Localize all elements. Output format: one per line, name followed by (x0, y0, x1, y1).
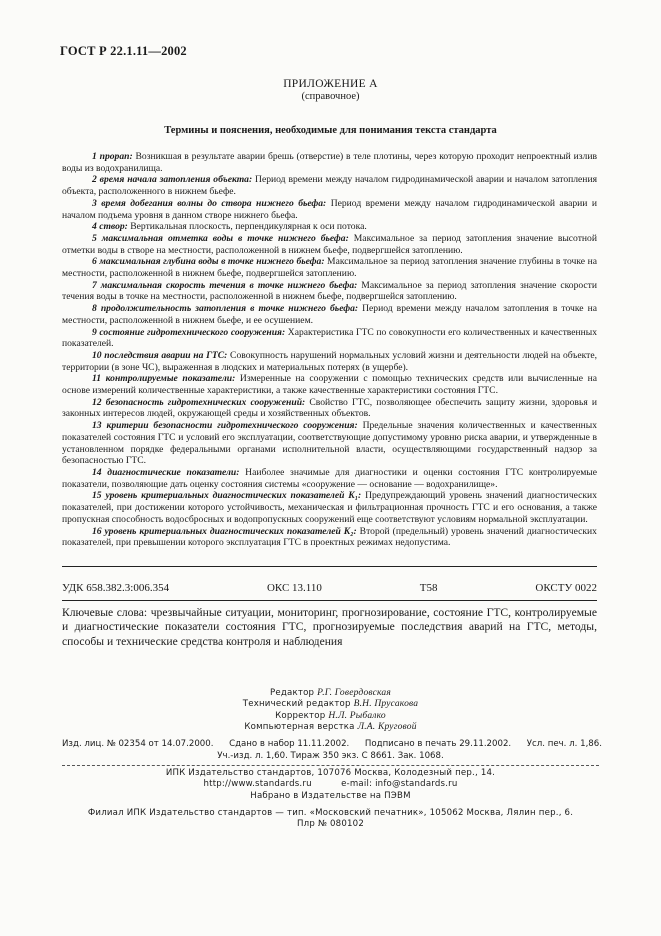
term-name: 1 прораn: (92, 151, 133, 162)
keywords: Ключевые слова: чрезвычайные ситуации, мониторинг, прогнозирование, состояние ГТС, контролируемые и диагностические показатели состояния ГТС, прогнозируемые последствия аварий на ГТС, методы, способы и технические средства контроля и наблюдения (62, 606, 597, 648)
term-name: 11 контролируемые показатели: (92, 373, 236, 385)
term-entry (62, 397, 597, 420)
term-entry (62, 350, 597, 373)
publisher-line: Филиал ИПК Издательство стандартов — тип. «Московский печатник», 105062 Москва, Лялин пер., 6. (87, 807, 574, 818)
credit-role: Технический редактор (242, 699, 354, 710)
term-name: 6 максимальная глубина воды в точке нижнего бьефа: (92, 256, 325, 268)
term-name: 3 время добегания волны до створа нижнего бьефа: (92, 197, 327, 209)
credit-name: Н.Л. Рыбалко (328, 710, 386, 721)
term-name: 14 диагностические показатели: (92, 466, 240, 478)
appendix-heading: Термины и пояснения, необходимые для понимания текста стандарта (164, 125, 497, 136)
standard-number: ГОСТ Р 22.1.11—2002 (60, 44, 187, 58)
print-info-line2: Уч.-изд. л. 1,60. Тираж 350 экз. С 8661. Зак. 1068. (217, 751, 444, 761)
credit-line (0, 711, 661, 722)
term-name: 10 последствия аварии на ГТС: (92, 349, 228, 361)
term-entry (62, 174, 597, 197)
term-definition: Вертикальная плоскость, перпендикулярная к оси потока. (127, 221, 367, 233)
classification-divider (62, 600, 597, 601)
publisher-block (0, 768, 661, 830)
publisher-line: Набрано в Издательстве на ПЭВМ (250, 790, 411, 801)
credit-line (0, 722, 661, 733)
term-definition: Период времени между началом затопления в точке на местности, расположенной в нижнем бьефе, и ее осушением. (62, 303, 597, 326)
term-definition: Измеренные на сооружении с помощью технических средств или вычисленные на основе измерений количественные характеристики, а также качественные характеристики состояния ГТС. (62, 373, 597, 397)
term-definition: Максимальное за период затопления значение скорости течения воды в точке на местности, расположенной в нижнем бьефе, подвергшейся затоплению. (62, 279, 597, 303)
term-entry (62, 233, 597, 256)
term-name: 4 створ: (92, 221, 128, 233)
term-entry (62, 198, 597, 221)
term-entry (62, 256, 597, 279)
publisher-line: ИПК Издательство стандартов, 107076 Москва, Колодезный пер., 14. (165, 768, 496, 778)
classification-row (62, 582, 597, 594)
dashed-divider (62, 765, 599, 766)
credits-block (0, 688, 661, 734)
term-entry (62, 221, 597, 233)
appendix-title: ПРИЛОЖЕНИЕ А (283, 78, 378, 90)
udk-code: УДК 658.382.3:006.354 (62, 582, 170, 594)
publisher-line: http://www.standards.ru e-mail: info@standards.ru (203, 779, 458, 790)
term-definition: Период времени между началом гидродинамической аварии и началом затопления объекта, расположенного в нижнем бьефе. (62, 174, 597, 198)
print-info-row (62, 739, 602, 749)
term-name: 16 уровень критериальных диагностических показателей K₂: (92, 525, 357, 537)
t-code: Т58 (419, 582, 438, 594)
term-name: 13 критерии безопасности гидротехнического сооружения: (92, 420, 358, 432)
term-name: 12 безопасность гидротехнических сооружений: (92, 396, 306, 408)
appendix-subtitle: (справочное) (301, 91, 360, 102)
credit-name: Л.А. Круговой (357, 722, 417, 733)
term-definition: Период времени между началом гидродинамической аварии и началом подъема уровня в данном створе нижнего бьефа. (62, 197, 597, 221)
term-definition: Второй (предельный) уровень значений диагностических показателей, при превышении которого эксплуатация ГТС в проектных режимах недопустима. (62, 525, 597, 549)
term-entry (62, 490, 597, 525)
term-definition: Возникшая в результате аварии брешь (отверстие) в теле плотины, через которую проходит непроектный излив воды из водохранилища. (62, 151, 597, 174)
credit-role: Корректор (275, 710, 329, 721)
term-definition: Характеристика ГТС по совокупности его количественных и качественных показателей. (62, 326, 597, 350)
term-name: 9 состояние гидротехнического сооружения: (92, 326, 286, 338)
credit-role: Редактор (270, 688, 318, 698)
sent-text: Сдано в набор 11.11.2002. (229, 739, 350, 749)
term-entry (62, 420, 597, 467)
terms-list (62, 151, 597, 549)
signed-text: Подписано в печать 29.11.2002. (364, 739, 512, 749)
term-entry (62, 151, 597, 174)
term-definition: Максимальное за период затопления значение глубины в точке на местности, расположенной в нижнем бьефе, подвергшейся затоплению. (62, 256, 597, 280)
term-definition: Наиболее значимые для диагностики и оценки состояния ГТС контролируемые показатели, позволяющие дать оценку состояния системы «сооружение — основание — водохранилище». (62, 466, 597, 490)
term-entry (62, 303, 597, 326)
term-entry (62, 526, 597, 549)
term-entry (62, 327, 597, 350)
term-name: 5 максимальная отметка воды в точке нижнего бьефа: (92, 232, 349, 244)
term-definition: Предельные значения количественных и качественных показателей состояния ГТС и условий его эксплуатации, соответствующие допустимому уровню риска аварии, и утвержденные в установленном порядке федеральными органами исполнительной власти, осуществляющими государственный надзор за безопасностью ГТС. (62, 420, 597, 467)
term-name: 2 время начала затопления объекта: (92, 174, 253, 186)
term-entry (62, 467, 597, 490)
publisher-line: Плр № 080102 (296, 819, 365, 830)
term-entry (62, 373, 597, 396)
oks-code: ОКС 13.110 (266, 582, 322, 594)
license-text: Изд. лиц. № 02354 от 14.07.2000. (62, 739, 214, 749)
okstu-code: ОКСТУ 0022 (535, 582, 597, 594)
credit-name: Р.Г. Говердовская (317, 688, 391, 698)
sheets-text: Усл. печ. л. 1,86. (526, 739, 602, 749)
term-definition: Свойство ГТС, позволяющее обеспечить защиту жизни, здоровья и законных интересов людей, окружающей среды и хозяйственных объектов. (62, 396, 597, 420)
term-definition: Максимальное за период затопления значение высотной отметки воды в створе на местности, расположенной в нижнем бьефе, подвергшейся затоплению. (62, 232, 597, 256)
term-definition: Предупреждающий уровень значений диагностических показателей, при достижении которого устойчивость, механическая и фильтрационная прочность ГТС и его основания, а также пропускная способность водосбросных и водопропускных сооружений еще соответствуют условиям нормальной эксплуатации. (62, 490, 597, 525)
term-definition: Совокупность нарушений нормальных условий жизни и деятельности людей на объекте, территории (в зоне ЧС), выраженная в людских и материальных потерях (в ущербе). (62, 349, 598, 373)
term-entry (62, 280, 597, 303)
credit-role: Компьютерная верстка (244, 722, 358, 733)
term-name: 8 продолжительность затопления в точке нижнего бьефа: (92, 303, 359, 315)
credit-line (0, 699, 661, 710)
section-divider (62, 566, 597, 567)
credit-name: В.Н. Прусакова (353, 699, 419, 710)
term-name: 7 максимальная скорость течения в точке нижнего бьефа: (92, 279, 358, 291)
term-name: 15 уровень критериальных диагностических показателей K₁: (92, 490, 362, 502)
credit-line (0, 688, 661, 699)
